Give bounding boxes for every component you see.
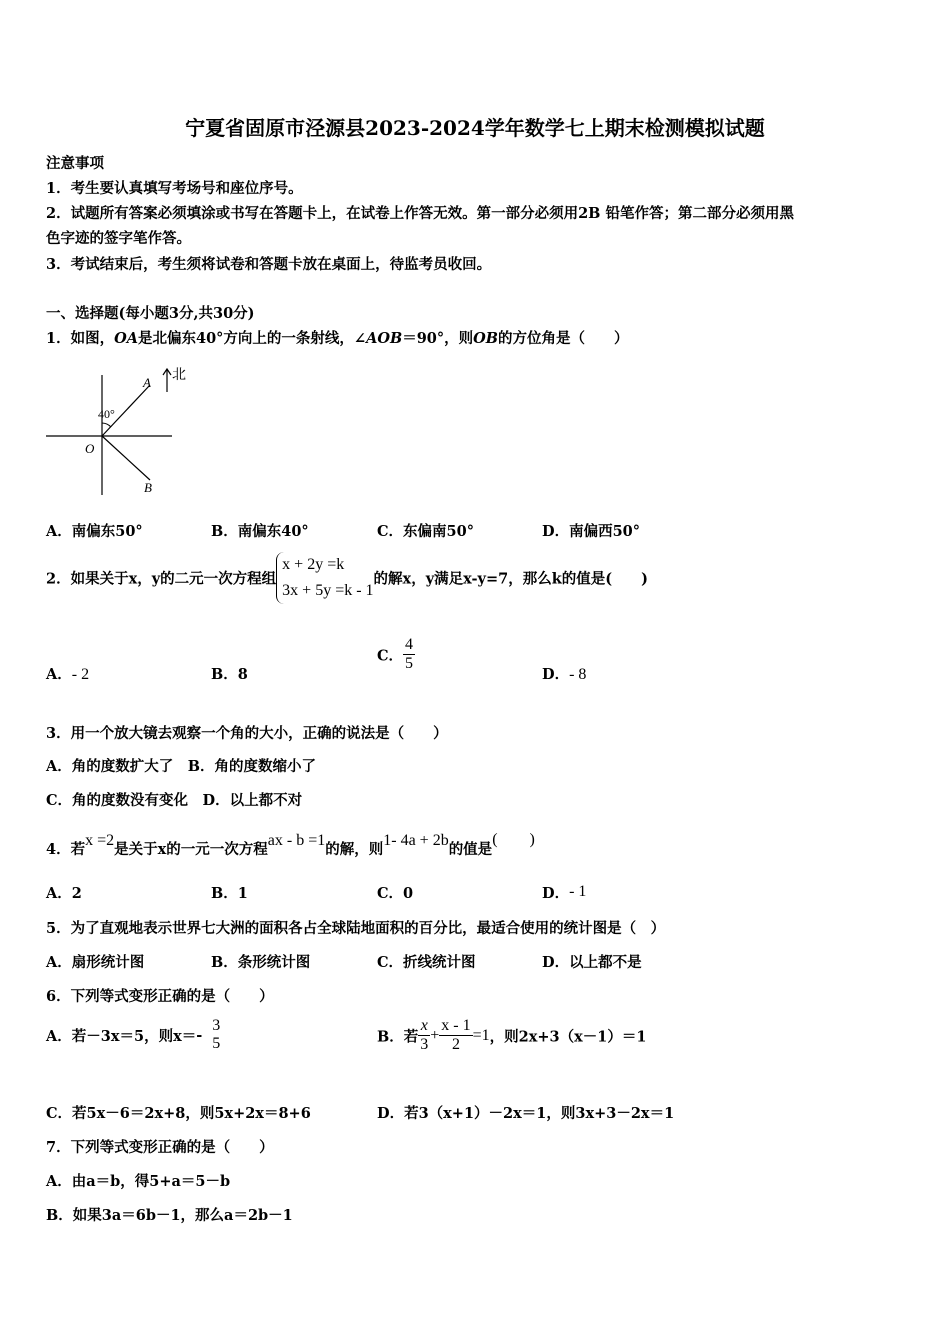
q4-post: 的值是 bbox=[448, 841, 493, 858]
q7-option-a[interactable]: A．由a＝b，得5+a＝5－b bbox=[46, 1173, 231, 1190]
q2-option-d[interactable] bbox=[542, 663, 586, 684]
q4-pre: 4．若 bbox=[46, 841, 86, 858]
q2-option-a-value: - 2 bbox=[71, 666, 90, 683]
q4-option-b[interactable]: B．1 bbox=[211, 885, 248, 902]
angle-label: 40° bbox=[98, 407, 115, 421]
question-5-stem: 5．为了直观地表示世界七大洲的面积各占全球陆地面积的百分比，最适合使用的统计图是（ ） bbox=[46, 920, 666, 937]
q6-b-fraction-1 bbox=[418, 1017, 430, 1055]
q3-options-row-1[interactable]: A．角的度数扩大了 B．角的度数缩小了 bbox=[46, 758, 317, 775]
q1-option-c[interactable]: C．东偏南50° bbox=[377, 523, 474, 540]
notice-item-1: 1．考生要认真填写考场号和座位序号。 bbox=[46, 180, 303, 197]
q2-post: 的解x，y满足x-y=7，那么k的值是( ) bbox=[373, 570, 648, 588]
notice-item-2-cont: 色字迹的签字笔作答。 bbox=[46, 230, 191, 247]
q2-eq1: x + 2y =k bbox=[282, 556, 345, 573]
q6-b-equals: =1 bbox=[472, 1026, 490, 1044]
q2-option-d-value: - 8 bbox=[569, 666, 587, 683]
q6-a-fraction bbox=[210, 1017, 222, 1054]
q4-option-d[interactable] bbox=[542, 882, 586, 903]
q2-eq2: 3x + 5y =k - 1 bbox=[282, 582, 374, 599]
q6-option-a[interactable] bbox=[46, 1017, 222, 1054]
ray-ob bbox=[102, 436, 150, 480]
q4-math-2: ax - b =1 bbox=[267, 832, 326, 849]
q6-b-f2-denominator: 2 bbox=[451, 1036, 460, 1054]
notice-item-3: 3．考试结束后，考生须将试卷和答题卡放在桌面上，待监考员收回。 bbox=[46, 256, 492, 273]
q1-option-b[interactable]: B．南偏东40° bbox=[211, 523, 309, 540]
section-heading: 一、选择题(每小题3分,共30分) bbox=[46, 305, 255, 322]
q1-aob: AOB bbox=[366, 330, 403, 347]
question-2-stem bbox=[46, 552, 648, 604]
q4-option-a[interactable]: A．2 bbox=[46, 885, 82, 902]
q6-b-pre: B．若 bbox=[377, 1028, 419, 1046]
q2-option-a-label: A． bbox=[46, 666, 72, 683]
q4-option-d-label: D． bbox=[542, 885, 570, 902]
q2-equation-system bbox=[276, 552, 373, 604]
q6-b-fraction-2 bbox=[439, 1017, 472, 1055]
question-7-stem: 7．下列等式变形正确的是（ ） bbox=[46, 1139, 274, 1156]
q5-option-c[interactable]: C．折线统计图 bbox=[377, 954, 476, 971]
q1-ob: OB bbox=[473, 330, 499, 347]
q4-option-c[interactable]: C．0 bbox=[377, 885, 414, 902]
question-3-stem: 3．用一个放大镜去观察一个角的大小，正确的说法是（ ） bbox=[46, 725, 448, 742]
q1-option-a[interactable]: A．南偏东50° bbox=[46, 523, 143, 540]
q1-text-3: 的方位角是（ ） bbox=[498, 330, 629, 347]
q5-option-b[interactable]: B．条形统计图 bbox=[211, 954, 311, 971]
point-b-label: B bbox=[144, 480, 152, 495]
q6-a-text: A．若－3x＝5，则x＝ bbox=[46, 1027, 197, 1045]
q6-a-minus: - bbox=[196, 1026, 203, 1044]
q7-option-b[interactable]: B．如果3a＝6b－1，那么a＝2b－1 bbox=[46, 1207, 293, 1224]
q4-mid-2: 的解，则 bbox=[325, 841, 384, 858]
q6-option-b[interactable] bbox=[377, 1017, 646, 1055]
q3-options-row-2[interactable]: C．角的度数没有变化 D．以上都不对 bbox=[46, 792, 303, 809]
question-1-stem bbox=[46, 327, 629, 348]
q2-c-numerator: 4 bbox=[403, 636, 415, 655]
q6-b-f1-numerator: x bbox=[418, 1017, 430, 1036]
q2-option-a[interactable] bbox=[46, 663, 89, 684]
q1-compass-figure bbox=[40, 365, 200, 500]
question-4-stem bbox=[46, 831, 535, 859]
q6-b-f2-numerator: x - 1 bbox=[439, 1017, 472, 1036]
q4-mid: 是关于x的一元一次方程 bbox=[114, 841, 268, 858]
point-a-label: A bbox=[143, 375, 151, 390]
north-label: 北 bbox=[172, 368, 186, 383]
q1-text-1: 是北偏东40°方向上的一条射线，∠ bbox=[137, 330, 367, 347]
q1-oa: OA bbox=[114, 330, 138, 347]
q2-option-b[interactable]: B．8 bbox=[211, 666, 248, 683]
notice-heading: 注意事项 bbox=[46, 155, 104, 172]
q1-text-2: ＝90°，则 bbox=[402, 330, 474, 347]
question-6-stem: 6．下列等式变形正确的是（ ） bbox=[46, 988, 274, 1005]
q1-option-d[interactable]: D．南偏西50° bbox=[542, 523, 641, 540]
q6-b-post: ，则2x+3（x－1）＝1 bbox=[489, 1028, 647, 1046]
page-title: 宁夏省固原市泾源县2023-2024学年数学七上期末检测模拟试题 bbox=[185, 116, 765, 140]
q6-a-numerator: 3 bbox=[212, 1017, 221, 1034]
q6-b-plus: + bbox=[430, 1026, 440, 1044]
q2-option-c-label: C． bbox=[377, 647, 404, 665]
q2-option-d-label: D． bbox=[542, 666, 570, 683]
point-o-label: O bbox=[85, 441, 95, 456]
q6-a-denominator: 5 bbox=[212, 1035, 221, 1053]
q1-num: 1．如图， bbox=[46, 330, 115, 347]
q2-c-denominator: 5 bbox=[405, 655, 414, 673]
q2-pre: 2．如果关于x，y的二元一次方程组 bbox=[46, 570, 277, 588]
q5-option-d[interactable]: D．以上都不是 bbox=[542, 954, 642, 971]
q2-option-c-fraction bbox=[403, 636, 415, 674]
q5-option-a[interactable]: A．扇形统计图 bbox=[46, 954, 145, 971]
q6-option-c[interactable]: C．若5x－6＝2x+8，则5x+2x＝8+6 bbox=[46, 1105, 311, 1122]
q4-option-d-value: - 1 bbox=[569, 883, 587, 900]
q6-option-d[interactable]: D．若3（x+1）－2x＝1，则3x+3－2x＝1 bbox=[377, 1105, 675, 1122]
q2-option-c[interactable] bbox=[377, 636, 415, 674]
q4-paren: ( ) bbox=[492, 831, 535, 848]
q4-math-1: x =2 bbox=[85, 832, 115, 849]
q6-b-f1-denominator: 3 bbox=[420, 1036, 429, 1054]
notice-item-2: 2．试题所有答案必须填涂或书写在答题卡上，在试卷上作答无效。第一部分必须用2B 铅笔作答；第二部分必须用黑 bbox=[46, 205, 794, 222]
angle-arc bbox=[102, 423, 111, 427]
q4-math-3: 1- 4a + 2b bbox=[383, 832, 449, 849]
